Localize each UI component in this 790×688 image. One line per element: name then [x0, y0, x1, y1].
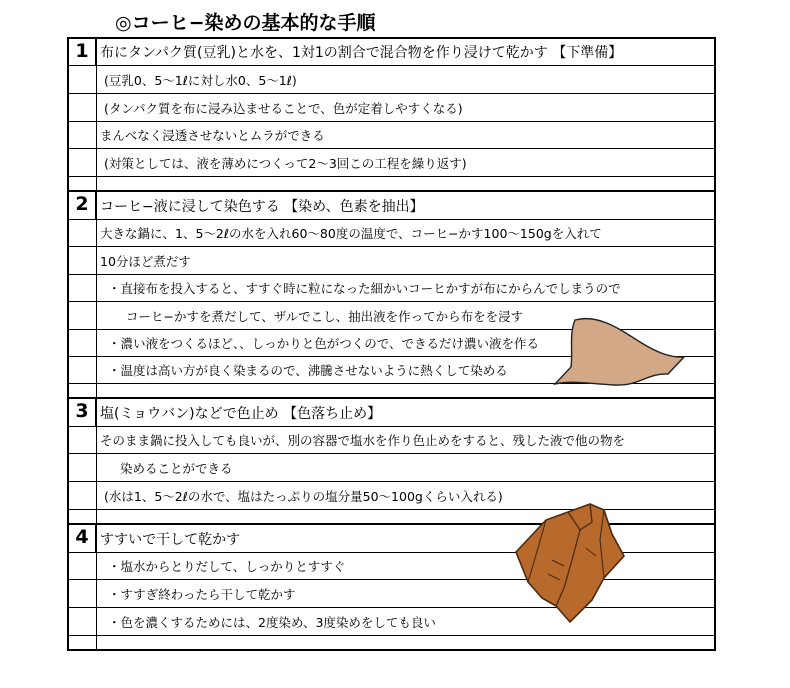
step-1-heading-row — [69, 39, 714, 66]
page-title: ◎コーヒ−染めの基本的な手順 — [115, 12, 376, 34]
dyed-cloth-illustration — [543, 310, 688, 395]
table-row — [69, 454, 714, 482]
table-row — [69, 427, 714, 454]
step-heading: 塩(ミョウバン)などで色止め 【色落ち止め】 — [100, 405, 382, 422]
step-line: 10分ほど煮だす — [100, 253, 191, 269]
cloth-shape — [555, 319, 684, 385]
step-3-heading-row — [69, 399, 714, 427]
step-number: 2 — [69, 192, 96, 219]
step-line: ・濃い液をつくるほど、、しっかりと色がつくので、できるだけ濃い液を作る — [108, 336, 540, 351]
step-heading: コーヒ−液に浸して染色する 【染め、色素を抽出】 — [100, 198, 424, 215]
step-line: ・塩水からとりだして、しっかりとすすぐ — [108, 559, 346, 574]
step-line: (対策としては、液を薄めにつくって2～3回この工程を繰り返す) — [104, 155, 467, 171]
step-line: ・すすぎ終わったら干して乾かす — [108, 586, 296, 602]
step-number: 1 — [69, 39, 96, 65]
spacer-row — [69, 177, 714, 192]
table-row — [69, 66, 714, 94]
step-line: まんべなく浸透させないとムラができる — [100, 128, 325, 143]
step-line: コーヒ−かすを煮だして、ザルでこし、抽出液を作ってから布をを浸す — [126, 308, 524, 324]
step-line: 染めることができる — [120, 460, 233, 476]
step-heading: 布にタンパク質(豆乳)と水を、1対1の割合で混合物を作り浸けて乾かす 【下準備】 — [100, 45, 623, 61]
step-line: (水は1、5～2ℓの水で、塩はたっぷりの塩分量50～100gくらい入れる) — [104, 488, 503, 504]
dyed-jacket-illustration — [508, 500, 633, 625]
step-number: 4 — [69, 525, 96, 552]
table-row — [69, 94, 714, 122]
step-line: そのまま鍋に投入しても良いが、別の容器で塩水を作り色止めをすると、残した液で他の物を — [100, 433, 626, 448]
step-2-heading-row — [69, 192, 714, 220]
table-row — [69, 122, 714, 149]
table-row — [69, 149, 714, 177]
step-heading: すすいで干して乾かす — [100, 531, 241, 548]
step-number: 3 — [69, 399, 96, 426]
step-line: ・色を濃くするためには、2度染め、3度染めをしても良い — [108, 614, 436, 630]
table-row — [69, 247, 714, 275]
spacer-row — [69, 636, 714, 649]
step-line: (豆乳0、5～1ℓに対し水0、5～1ℓ) — [104, 72, 297, 88]
step-line: (タンパク質を布に浸み込ませることで、色が定着しやすくなる) — [104, 100, 463, 116]
step-line: ・直接布を投入すると、すすぐ時に粒になった細かいコーヒかすが布にからんでしまうので — [108, 281, 621, 296]
step-line: ・温度は高い方が良く染まるので、沸騰させないように熱くして染める — [108, 363, 508, 378]
step-line: 大きな鍋に、1、5～2ℓの水を入れ60～80度の温度で、コーヒ−かす100～150gを入れて — [100, 226, 602, 241]
table-row — [69, 275, 714, 302]
jacket-shape — [516, 504, 624, 622]
table-row — [69, 220, 714, 247]
